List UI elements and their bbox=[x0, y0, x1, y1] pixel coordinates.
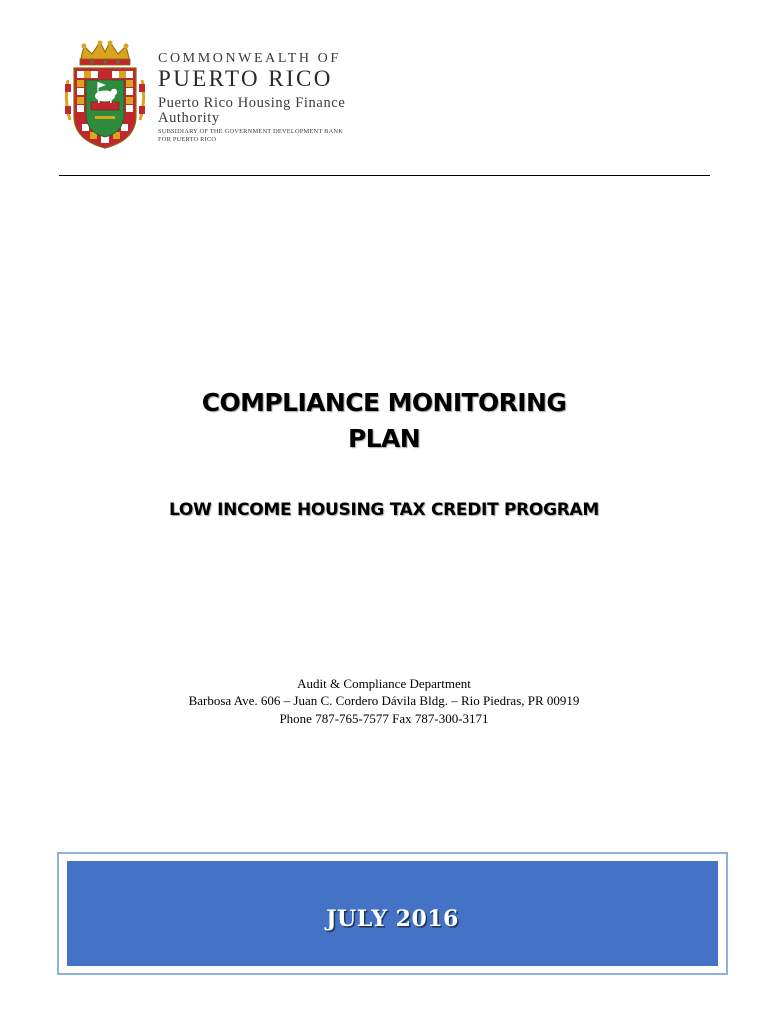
date-banner-fill bbox=[67, 861, 718, 966]
phone-fax: Phone 787-765-7577 Fax 787-300-3171 bbox=[279, 711, 489, 726]
street-address: Barbosa Ave. 606 – Juan C. Cordero Dávila Bldg. – Rio Piedras, PR 00919 bbox=[188, 693, 580, 708]
subsidiary-line1: SUBSIDIARY OF THE GOVERNMENT DEVELOPMENT BANK bbox=[158, 128, 344, 135]
letterhead-text bbox=[158, 50, 345, 144]
authority-name-line1: Puerto Rico Housing Finance bbox=[158, 95, 346, 111]
document-title-line1: COMPLIANCE MONITORING bbox=[201, 388, 567, 417]
letterhead bbox=[62, 40, 382, 160]
puerto-rico-label: PUERTO RICO bbox=[158, 66, 333, 91]
subsidiary-line2: FOR PUERTO RICO bbox=[158, 136, 217, 143]
department-name: Audit & Compliance Department bbox=[297, 676, 471, 691]
document-title-line2: PLAN bbox=[347, 424, 421, 453]
header-divider bbox=[59, 175, 710, 176]
puerto-rico-coat-of-arms-icon bbox=[62, 40, 148, 152]
document-subtitle: LOW INCOME HOUSING TAX CREDIT PROGRAM bbox=[168, 500, 600, 520]
commonwealth-label: COMMONWEALTH OF bbox=[158, 51, 341, 66]
authority-name-line2: Authority bbox=[158, 110, 220, 126]
publication-date: JULY 2016 bbox=[326, 906, 459, 932]
date-banner bbox=[57, 852, 728, 975]
